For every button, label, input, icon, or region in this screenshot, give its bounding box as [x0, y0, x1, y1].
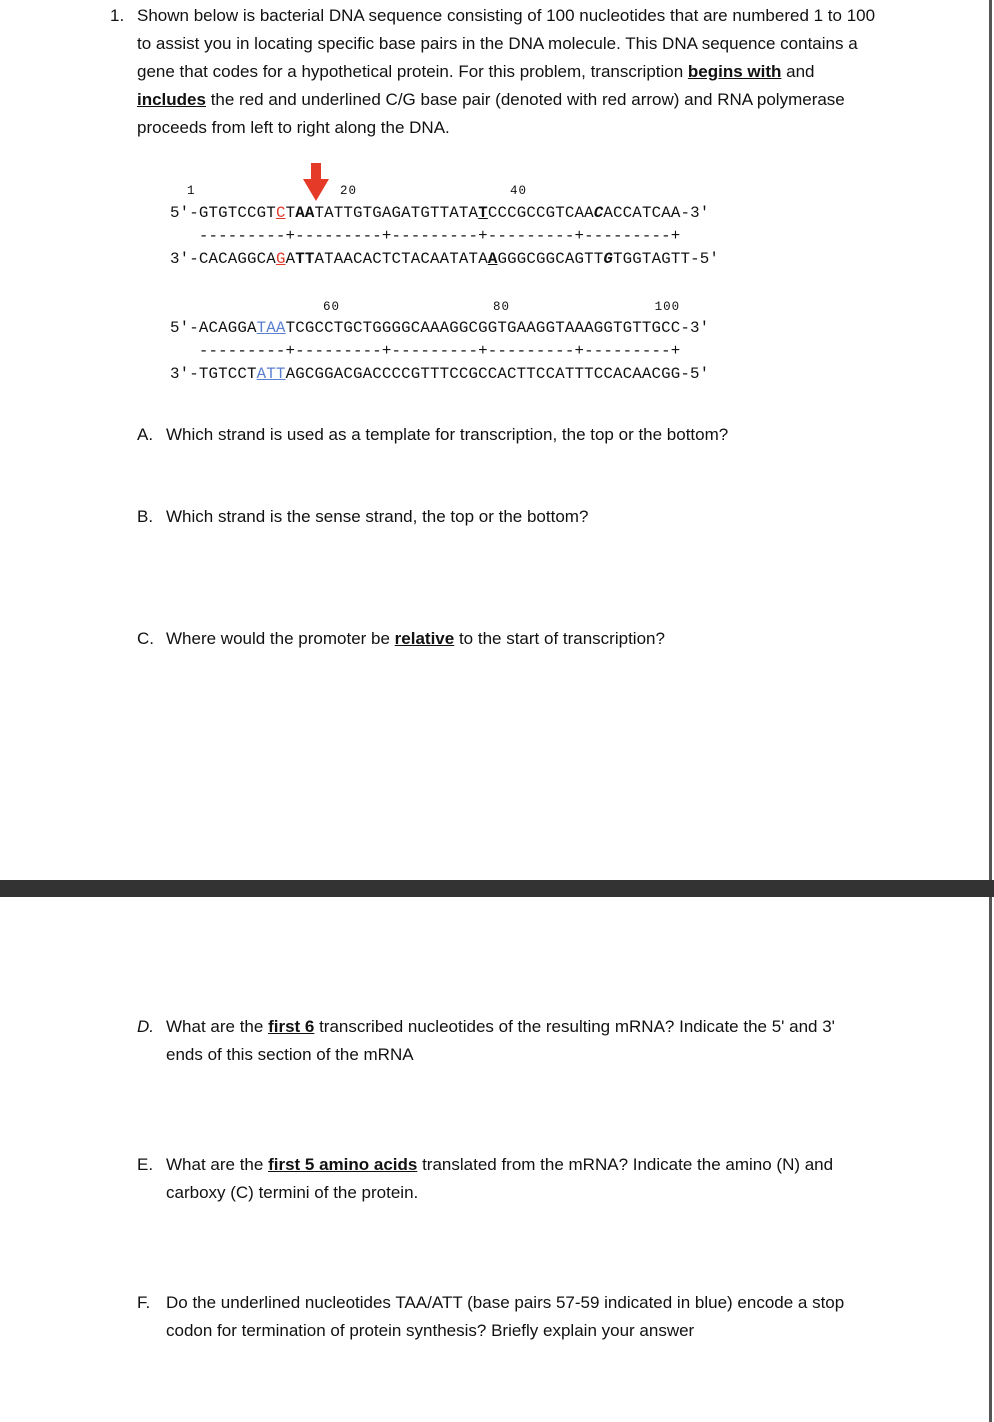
- question-number: 1.: [110, 6, 125, 25]
- question-e-text: What are the: [166, 1155, 269, 1174]
- intro-text-part2: the red and underlined C/G base pair (denoted with red arrow) and RNA polymerase proceeds from left to right along the DNA.: [137, 90, 845, 137]
- question-c-text: Where would the promoter be: [166, 629, 395, 648]
- question-e-text: translated from the mRNA? Indicate the amino (N) and carboxy (C) termini of the protein.: [166, 1155, 834, 1202]
- page-edge: [989, 0, 992, 880]
- block2-dash-ruler: ---------+---------+---------+---------+---------+: [170, 342, 681, 360]
- seq-segment: CCCGCCGTCAA: [487, 204, 594, 222]
- question-intro: [137, 2, 877, 142]
- question-a-label: A.: [137, 425, 154, 444]
- question-c-label: C.: [137, 629, 154, 648]
- seq-segment: TGGTAGTT-5': [613, 250, 719, 268]
- intro-text-part1: Shown below is bacterial DNA sequence consisting of 100 nucleotides that are numbered 1 to 100 to assist you in locating specific base pairs in the DNA molecule. This DNA sequence contains a gene that codes for a hypothetical protein. For this problem, transcription: [137, 6, 876, 81]
- start-base-red: G: [275, 250, 286, 268]
- question-d-text: What are the: [166, 1017, 269, 1036]
- seq-segment: AGCGGACGACCCCGTTTCCGCCACTTCCATTTCCACAACGG-5': [285, 365, 710, 383]
- seq-segment: A: [285, 250, 296, 268]
- seq-segment: 3'-TGTCCT: [170, 365, 257, 383]
- intro-and: and: [781, 62, 815, 81]
- includes-emphasis: includes: [137, 90, 206, 109]
- seq-segment: TCGCCTGCTGGGGCAAAGGCGGTGAAGGTAAAGGTGTTGCC-3': [285, 319, 710, 337]
- page-edge-lower: [989, 897, 992, 1422]
- seq-segment: T: [285, 204, 296, 222]
- seq-segment: 5'-GTGTCCGT: [170, 204, 276, 222]
- question-b-text: Which strand is the sense strand, the top or the bottom?: [166, 507, 589, 526]
- block1-bottom-strand: [170, 249, 719, 269]
- question-f-text: Do the underlined nucleotides TAA/ATT (base pairs 57-59 indicated in blue) encode a stop codon for termination of protein synthesis? Briefly explain your answer: [166, 1293, 845, 1340]
- seq-bold-segment: AA: [295, 204, 315, 222]
- seq-segment: 5'-ACAGGA: [170, 319, 257, 337]
- question-d: [137, 1013, 877, 1069]
- seq-bold-italic-base: C: [593, 204, 604, 222]
- question-d-text: transcribed nucleotides of the resulting mRNA? Indicate the 5' and 3' ends of this section of the mRNA: [166, 1017, 835, 1064]
- question-a-text: Which strand is used as a template for transcription, the top or the bottom?: [166, 425, 729, 444]
- question-c: [137, 625, 877, 653]
- seq-segment: ATAACACTCTACAATATA: [314, 250, 488, 268]
- question-e: [137, 1151, 877, 1207]
- block2-bottom-strand: [170, 364, 709, 384]
- question-b: [137, 503, 877, 531]
- stop-codon-blue: ATT: [256, 365, 286, 383]
- block2-top-strand: [170, 318, 709, 338]
- seq-bold-underlined-base: A: [487, 250, 498, 268]
- begins-with-emphasis: begins with: [687, 62, 782, 81]
- question-e-emphasis: first 5 amino acids: [268, 1155, 418, 1174]
- question-c-text: to the start of transcription?: [454, 629, 665, 648]
- page-break-divider: [0, 880, 994, 897]
- question-f: [137, 1289, 877, 1345]
- question-f-label: F.: [137, 1293, 151, 1312]
- seq-bold-underlined-base: T: [478, 204, 488, 222]
- question-b-label: B.: [137, 507, 154, 526]
- seq-segment: TATTGTGAGATGTTATA: [314, 204, 479, 222]
- seq-segment: 3'-CACAGGCA: [170, 250, 276, 268]
- question-a: [137, 421, 877, 449]
- stop-codon-blue: TAA: [256, 319, 286, 337]
- question-e-label: E.: [137, 1155, 154, 1174]
- question-c-emphasis: relative: [394, 629, 455, 648]
- question-d-emphasis: first 6: [268, 1017, 315, 1036]
- block1-position-numbers: 1 20 40: [170, 184, 528, 198]
- start-base-red: C: [275, 204, 286, 222]
- seq-bold-italic-base: G: [603, 250, 614, 268]
- seq-bold-segment: TT: [295, 250, 315, 268]
- seq-segment: ACCATCAA-3': [603, 204, 710, 222]
- question-d-label: D.: [137, 1017, 154, 1036]
- block1-dash-ruler: ---------+---------+---------+---------+---------+: [170, 227, 681, 245]
- block1-top-strand: [170, 203, 709, 223]
- block2-position-numbers: 60 80 100: [170, 300, 681, 314]
- seq-segment: GGGCGGCAGTT: [497, 250, 604, 268]
